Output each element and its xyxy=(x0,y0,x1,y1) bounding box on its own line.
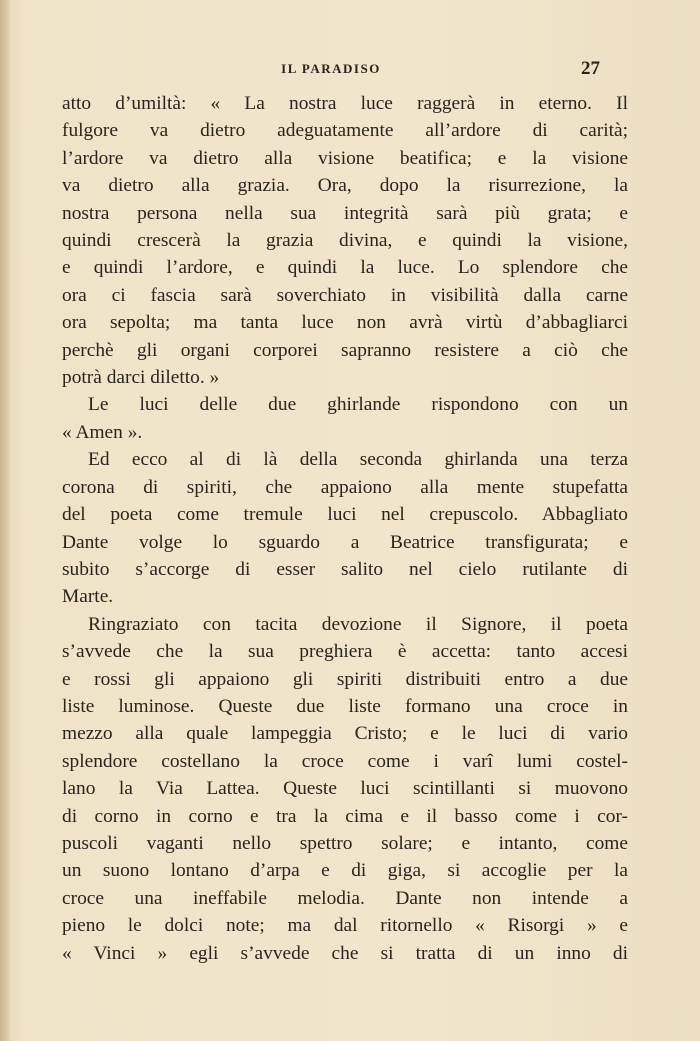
text-line: « Vinci » egli s’avvede che si tratta di un inno di xyxy=(62,942,628,964)
body-text xyxy=(62,90,628,967)
text-line: splendore costellano la croce come i varî lumi costel- xyxy=(62,750,628,772)
text-line: di corno in corno e tra la cima e il basso come i cor- xyxy=(62,805,628,827)
page-header xyxy=(62,58,600,82)
text-line: l’ardore va dietro alla visione beatifica; e la visione xyxy=(62,147,628,169)
paragraph xyxy=(62,611,628,967)
text-line: perchè gli organi corporei sapranno resistere a ciò che xyxy=(62,339,628,361)
text-line: lano la Via Lattea. Queste luci scintillanti si muovono xyxy=(62,778,628,800)
text-line: mezzo alla quale lampeggia Cristo; e le luci di vario xyxy=(62,723,628,745)
paragraph xyxy=(62,446,628,610)
text-line: fulgore va dietro adeguatamente all’ardore di carità; xyxy=(62,120,628,142)
text-line: Le luci delle due ghirlande rispondono con un xyxy=(88,394,628,416)
paragraph xyxy=(62,391,628,446)
text-line: « Amen ». xyxy=(62,421,143,443)
page-gutter xyxy=(0,0,10,1041)
text-line: atto d’umiltà: « La nostra luce raggerà in eterno. Il xyxy=(62,93,628,114)
text-line: va dietro alla grazia. Ora, dopo la risurrezione, la xyxy=(62,175,628,197)
text-line: quindi crescerà la grazia divina, e quindi la visione, xyxy=(62,230,628,252)
text-line: ora ci fascia sarà soverchiato in visibilità dalla carne xyxy=(62,284,628,306)
text-line: s’avvede che la sua preghiera è accetta: tanto accesi xyxy=(62,641,628,663)
text-line: ora sepolta; ma tanta luce non avrà virtù d’abbagliarci xyxy=(62,312,628,334)
text-line: del poeta come tremule luci nel crepuscolo. Abbagliato xyxy=(62,504,628,526)
running-title: IL PARADISO xyxy=(281,61,381,76)
text-line: pieno le dolci note; ma dal ritornello « Risorgi » e xyxy=(62,915,628,937)
text-line: croce una ineffabile melodia. Dante non intende a xyxy=(62,887,628,909)
text-line: potrà darci diletto. » xyxy=(62,367,220,389)
text-line: subito s’accorge di esser salito nel cielo rutilante di xyxy=(62,558,628,580)
text-line: Ringraziato con tacita devozione il Signore, il poeta xyxy=(88,613,628,635)
text-line: Dante volge lo sguardo a Beatrice transfigurata; e xyxy=(62,531,628,553)
text-line: puscoli vaganti nello spettro solare; e intanto, come xyxy=(62,832,628,854)
text-line: liste luminose. Queste due liste formano una croce in xyxy=(62,695,628,717)
text-line: Marte. xyxy=(62,586,114,608)
text-line: e quindi l’ardore, e quindi la luce. Lo splendore che xyxy=(62,257,628,279)
text-line: corona di spiriti, che appaiono alla mente stupefatta xyxy=(62,476,628,498)
text-line: nostra persona nella sua integrità sarà più grata; e xyxy=(62,202,628,224)
text-line: e rossi gli appaiono gli spiriti distribuiti entro a due xyxy=(62,668,628,690)
text-line: Ed ecco al di là della seconda ghirlanda una terza xyxy=(88,449,628,471)
page-number: 27 xyxy=(581,58,600,79)
text-line: un suono lontano d’arpa e di giga, si accoglie per la xyxy=(62,860,628,882)
paragraph xyxy=(62,90,628,391)
